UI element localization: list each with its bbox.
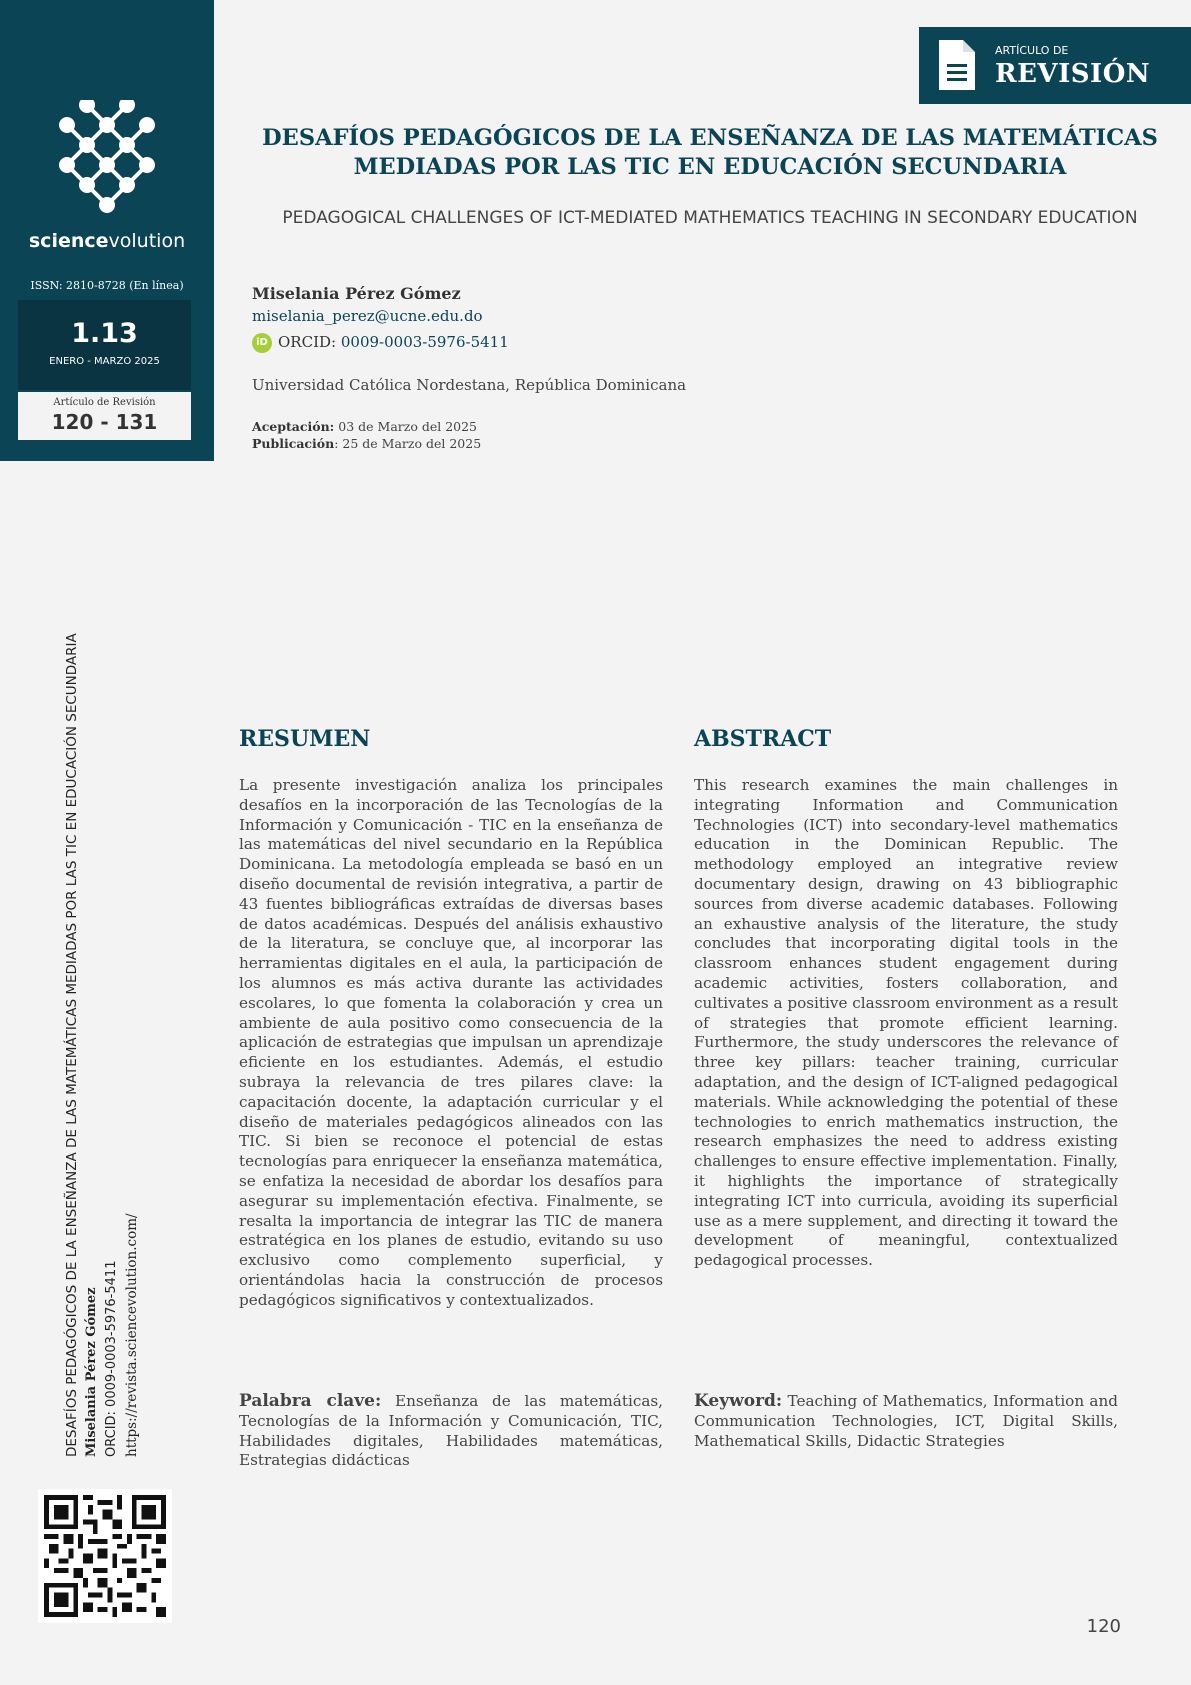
author-affiliation: Universidad Católica Nordestana, República Dominicana bbox=[252, 376, 687, 394]
abstract-text: This research examines the main challenges in integrating Information and Communication Technologies (ICT) into secondary-level mathematics education in the Dominican Republic. The methodology employed an integrative review documentary design, drawing on 43 bibliographic sources from diverse academic databases. Following an exhaustive analysis of the literature, the study concludes that incorporating digital tools in the classroom enhances student engagement during academic activities, fosters collaboration, and cultivates a positive classroom environment as a result of strategies that promote efficient learning. Furthermore, the study underscores the relevance of three key pillars: teacher training, curricular adaptation, and the design of ICT-aligned pedagogical materials. While acknowledging the potential of these technologies to enrich mathematics instruction, the research emphasizes the need to address existing challenges to ensure effective implementation. Finally, it highlights the importance of strategically integrating ICT into curricula, avoiding its superficial use as a mere supplement, and directing it toward the development of meaningful, contextualized pedagogical processes. bbox=[694, 776, 1118, 1270]
abstract-heading: ABSTRACT bbox=[694, 726, 832, 752]
published-label: Publicación bbox=[252, 436, 335, 451]
side-running-header bbox=[62, 517, 142, 1457]
accepted-date-line bbox=[252, 418, 481, 435]
abstract-keywords-text: Teaching of Mathematics, Information and Communication Technologies, ICT, Digital Skills, Mathematical Skills, Didactic Strategies bbox=[694, 1392, 1118, 1450]
resumen-keywords-label: Palabra clave: bbox=[239, 1391, 382, 1411]
journal-name-bold: science bbox=[28, 230, 109, 252]
orcid-icon: iD bbox=[252, 333, 272, 353]
side-author: Miselania Pérez Gómez bbox=[84, 1287, 99, 1457]
orcid-link[interactable]: 0009-0003-5976-5411 bbox=[340, 333, 509, 351]
published-date-line bbox=[252, 435, 481, 452]
page-range: 120 - 131 bbox=[51, 410, 158, 434]
published-date: : 25 de Marzo del 2025 bbox=[334, 436, 482, 451]
side-title: DESAFÍOS PEDAGÓGICOS DE LA ENSEÑANZA DE LAS MATEMÁTICAS MEDIADAS POR LAS TIC EN EDUCACIÓN SECUNDARIA bbox=[64, 633, 80, 1457]
resumen-heading: RESUMEN bbox=[239, 726, 371, 752]
article-title-en: PEDAGOGICAL CHALLENGES OF ICT-MEDIATED MATHEMATICS TEACHING IN SECONDARY EDUCATION bbox=[282, 208, 1138, 228]
article-type-badge bbox=[919, 27, 1191, 104]
article-dates bbox=[252, 418, 481, 452]
side-orcid: ORCID: 0009-0003-5976-5411 bbox=[104, 1260, 119, 1457]
author-name: Miselania Pérez Gómez bbox=[252, 284, 461, 303]
journal-name-rest: volution bbox=[108, 230, 186, 252]
side-url-link[interactable]: https://revista.sciencevolution.com/ bbox=[124, 1213, 140, 1457]
issn: ISSN: 2810-8728 (En línea) bbox=[30, 279, 184, 292]
orcid-label: ORCID: bbox=[278, 333, 337, 351]
qr-code[interactable] bbox=[38, 1489, 172, 1623]
pages-box bbox=[18, 392, 191, 440]
author-orcid bbox=[252, 333, 509, 353]
issue-period: ENERO - MARZO 2025 bbox=[49, 356, 160, 367]
abstract-keywords bbox=[694, 1392, 1118, 1451]
document-icon bbox=[939, 40, 975, 90]
abstract-keywords-label: Keyword: bbox=[694, 1391, 783, 1411]
badge-small-text: ARTÍCULO DE bbox=[995, 44, 1069, 57]
accepted-date: 03 de Marzo del 2025 bbox=[338, 419, 478, 434]
page-number: 120 bbox=[1086, 1616, 1121, 1637]
accepted-label: Aceptación: bbox=[252, 419, 335, 434]
journal-brand-panel bbox=[0, 0, 214, 461]
issue-number: 1.13 bbox=[71, 318, 138, 349]
journal-logo-icon bbox=[47, 100, 167, 220]
issue-box bbox=[18, 300, 191, 390]
article-title-es: DESAFÍOS PEDAGÓGICOS DE LA ENSEÑANZA DE LAS MATEMÁTICAS MEDIADAS POR LAS TIC EN EDUCACIÓN SECUNDARIA bbox=[262, 125, 1158, 180]
qr-code-icon bbox=[44, 1495, 166, 1617]
resumen-keywords bbox=[239, 1392, 663, 1471]
badge-big-text: REVISIÓN bbox=[995, 59, 1151, 89]
journal-name bbox=[0, 230, 214, 252]
author-email-link[interactable]: miselania_perez@ucne.edu.do bbox=[252, 307, 483, 325]
resumen-text: La presente investigación analiza los principales desafíos en la incorporación de las Tecnologías de la Información y Comunicación - TIC en la enseñanza de las matemáticas del nivel secundario en la República Dominicana. La metodología empleada se basó en un diseño documental de revisión integrativa, a partir de 43 fuentes bibliográficas extraídas de diversas bases de datos académicas. Después del análisis exhaustivo de la literatura, se concluye que, al incorporar las herramientas digitales en el aula, la participación de los alumnos es más activa durante las actividades escolares, lo que fomenta la colaboración y crea un ambiente de aula positivo como consecuencia de la aplicación de estrategias que impulsan un aprendizaje eficiente en los estudiantes. Además, el estudio subraya la relevancia de tres pilares clave: la capacitación docente, la adaptación curricular y el diseño de materiales pedagógicos alineados con las TIC. Si bien se reconoce el potencial de estas tecnologías para enriquecer la enseñanza matemática, se enfatiza la necesidad de abordar los desafíos para asegurar su implementación efectiva. Finalmente, se resalta la importancia de integrar las TIC de manera estratégica en los planes de estudio, evitando su uso exclusivo como complemento superficial, y orientándolas hacia la construcción de procesos pedagógicos significativos y contextualizados. bbox=[239, 776, 663, 1309]
article-type-label: Artículo de Revisión bbox=[53, 397, 156, 408]
resumen-keywords-text: Enseñanza de las matemáticas, Tecnologías de la Información y Comunicación, TIC, Habilidades digitales, Habilidades matemáticas, Estrategias didácticas bbox=[239, 1392, 664, 1470]
